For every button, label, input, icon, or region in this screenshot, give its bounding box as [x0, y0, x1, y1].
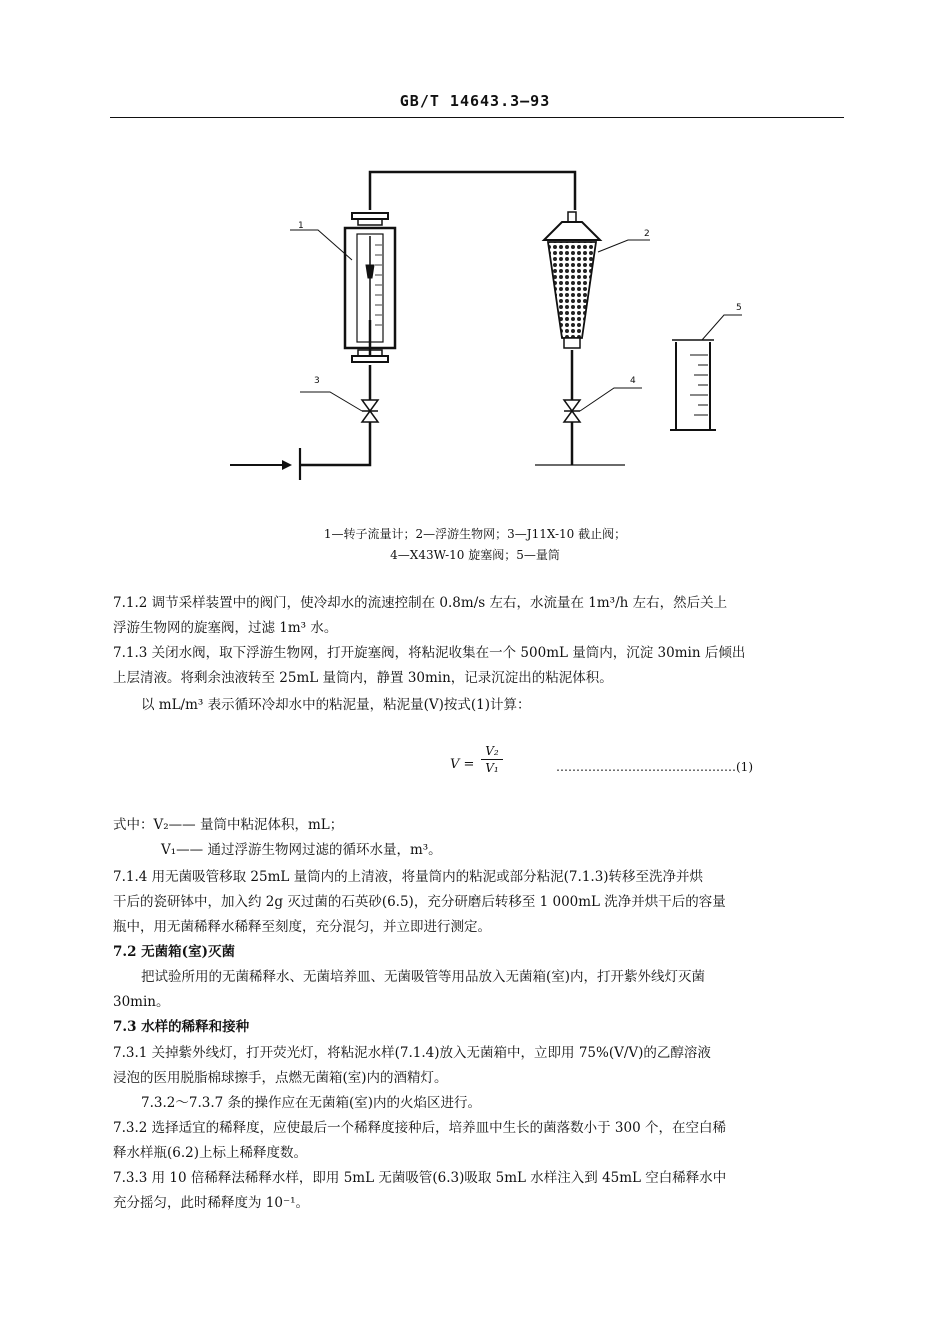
callout-5: 5	[736, 303, 742, 313]
para-7-3-3-line-2: 充分摇匀，此时稀释度为 10⁻¹。	[113, 1195, 310, 1211]
note-7-3-2-to-7-3-7: 7.3.2～7.3.7 条的操作应在无菌箱(室)内的火焰区进行。	[141, 1095, 482, 1111]
sampling-apparatus-diagram	[0, 160, 950, 520]
formula-lhs: V =	[450, 757, 475, 772]
para-7-1-2-line-1: 7.1.2 调节采样装置中的阀门，使冷却水的流速控制在 0.8m/s 左右，水流量在 1m³/h 左右，然后关上	[113, 595, 728, 611]
para-7-3-1-line-1: 7.3.1 关掉紫外线灯，打开荧光灯，将粘泥水样(7.1.4)放入无菌箱中，立即用 75%(V/V)的乙醇溶液	[113, 1045, 711, 1061]
para-7-1-4-line-1: 7.1.4 用无菌吸管移取 25mL 量筒内的上清液，将量筒内的粘泥或部分粘泥(7.1.3)转移至洗净并烘	[113, 869, 704, 885]
para-7-3-2-line-2: 释水样瓶(6.2)上标上稀释度数。	[113, 1145, 308, 1161]
inlet-arrowhead	[282, 460, 292, 470]
callout-1: 1	[298, 221, 304, 231]
para-7-2-line-1: 把试验所用的无菌稀释水、无菌培养皿、无菌吸管等用品放入无菌箱(室)内，打开紫外线灯灭菌	[141, 969, 706, 985]
para-7-3-3-line-1: 7.3.3 用 10 倍稀释法稀释水样，即用 5mL 无菌吸管(6.3)吸取 5mL 水样注入到 45mL 空白稀释水中	[113, 1170, 727, 1186]
measuring-cylinder	[670, 340, 716, 430]
formula-number: ………………………………………(1)	[556, 760, 753, 774]
callout-4: 4	[630, 376, 636, 386]
formula-denominator: V₁	[485, 761, 499, 775]
para-7-3-1-line-2: 浸泡的医用脱脂棉球擦手，点燃无菌箱(室)内的酒精灯。	[113, 1070, 448, 1086]
connecting-pipe	[370, 172, 575, 210]
callout-leaders	[290, 230, 742, 411]
callout-3: 3	[314, 376, 320, 386]
para-7-1-4-line-2: 干后的瓷研钵中，加入约 2g 灭过菌的石英砂(6.5)，充分研磨后转移至 1 000mL 洗净并烘干后的容量	[113, 894, 726, 910]
plankton-net	[544, 212, 600, 348]
para-7-1-4-line-3: 瓶中，用无菌稀释水稀释至刻度，充分混匀，并立即进行测定。	[113, 919, 491, 935]
para-7-3-2-line-1: 7.3.2 选择适宜的稀释度，应使最后一个稀释度接种后，培养皿中生长的菌落数小于 300 个，在空白稀	[113, 1120, 726, 1136]
plug-valve	[564, 400, 580, 422]
callout-2: 2	[644, 229, 650, 239]
globe-valve	[362, 400, 378, 422]
para-7-2-line-2: 30min。	[113, 994, 170, 1010]
para-7-1-3-line-1: 7.1.3 关闭水阀，取下浮游生物网，打开旋塞阀，将粘泥收集在一个 500mL 量筒内，沉淀 30min 后倾出	[113, 645, 746, 661]
heading-7-2: 7.2 无菌箱(室)灭菌	[113, 944, 235, 960]
where-v1: V₁—— 通过浮游生物网过滤的循环水量，m³。	[161, 842, 442, 858]
formula-intro: 以 mL/m³ 表示循环冷却水中的粘泥量，粘泥量(V)按式(1)计算：	[141, 697, 531, 713]
where-v2: 式中：V₂—— 量筒中粘泥体积，mL；	[113, 817, 344, 833]
para-7-1-3-line-2: 上层清液。将剩余浊液转至 25mL 量筒内，静置 30min，记录沉淀出的粘泥体积。	[113, 670, 613, 686]
standard-number-header: GB/T 14643.3—93	[399, 92, 551, 110]
figure-caption-line-1: 1—转子流量计；2—浮游生物网；3—J11X-10 截止阀；	[323, 527, 627, 541]
figure-caption-line-2: 4—X43W-10 旋塞阀；5—量筒	[390, 548, 560, 562]
inlet-pipe	[300, 422, 370, 465]
formula-numerator: V₂	[485, 744, 499, 758]
formula-fraction	[481, 744, 503, 775]
heading-7-3: 7.3 水样的稀释和接种	[113, 1019, 250, 1035]
para-7-1-2-line-2: 浮游生物网的旋塞阀，过滤 1m³ 水。	[113, 620, 338, 636]
header-rule	[110, 117, 844, 118]
